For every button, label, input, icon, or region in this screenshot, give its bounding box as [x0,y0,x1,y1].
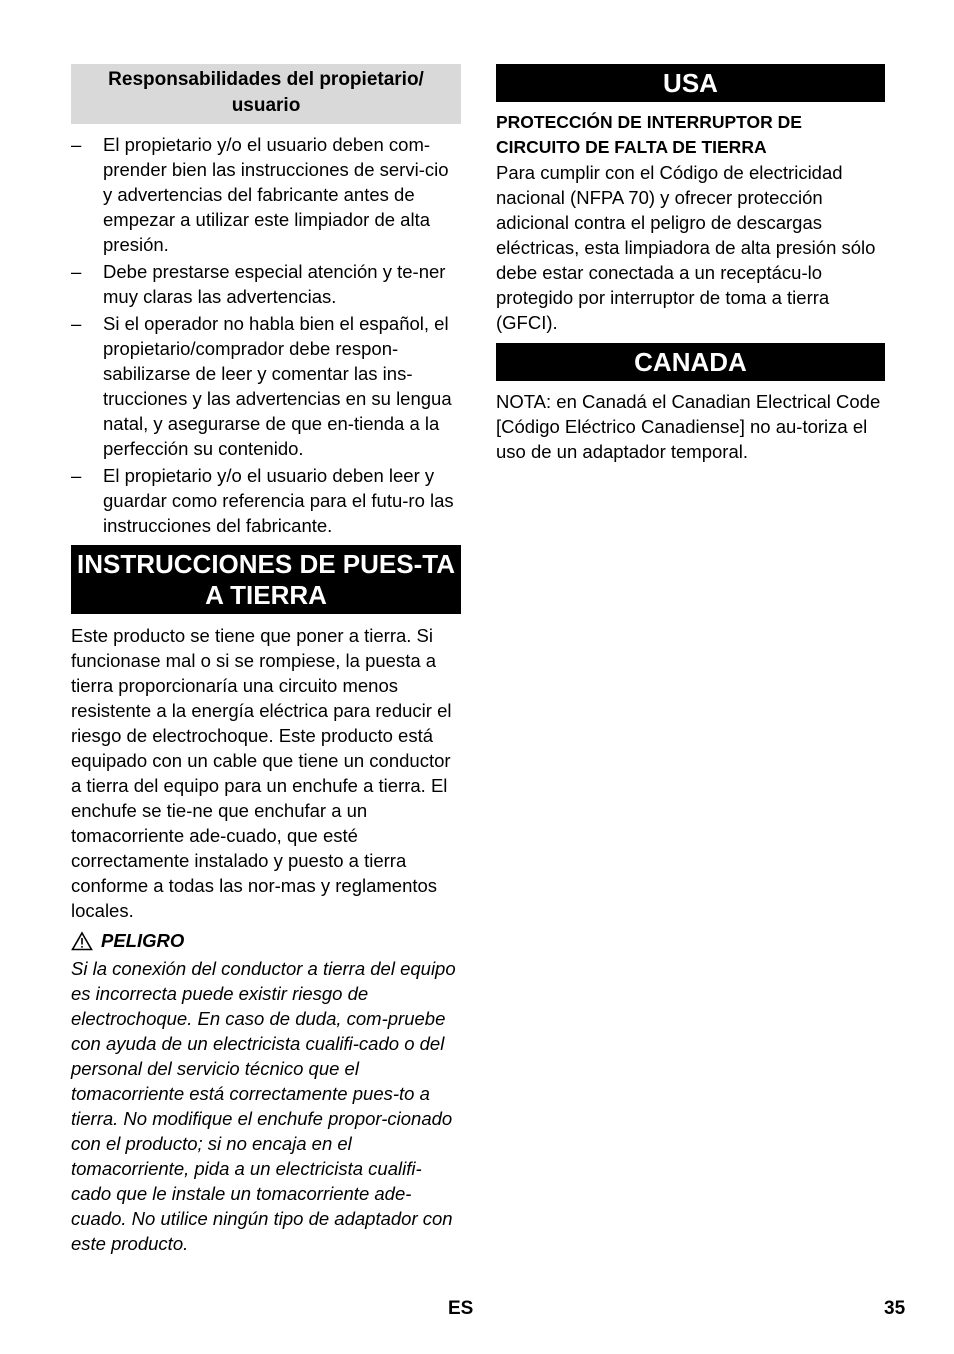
page-number: 35 [884,1298,906,1319]
gfci-paragraph: Para cumplir con el Código de electricidad nacional (NFPA 70) y ofrecer protección adicional contra el peligro de descargas eléctricas, esta limpiadora de alta presión sólo debe estar conectada a un receptácu-lo protegido por interruptor de toma a tierra (GFCI). [496,162,876,333]
list-item [71,132,461,257]
footer-language: ES [448,1298,474,1319]
danger-notice [71,928,461,953]
list-item [71,311,461,461]
owner-responsibilities-heading: Responsabilidades del propietario/ usuario [71,64,461,124]
left-column [71,64,461,1256]
list-item-text: El propietario y/o el usuario deben com-prender bien las instrucciones de servi-cio y advertencias del fabricante antes de empezar a utilizar este limpiador de alta presión. [103,134,449,255]
danger-label: PELIGRO [101,930,185,951]
dash-bullet: – [71,261,82,282]
owner-responsibilities-list [71,132,461,538]
list-item-text: Debe prestarse especial atención y te-ner muy claras las advertencias. [103,261,446,307]
grounding-instructions-heading: INSTRUCCIONES DE PUES-TA A TIERRA [71,545,461,614]
list-item [71,259,461,309]
list-item-text: Si el operador no habla bien el español, el propietario/comprador debe respon-sabilizarse de leer y comentar las ins-trucciones y las advertencias en su lengua natal, y asegurarse de que en-tienda a la perfección su contenido. [103,313,452,459]
canada-paragraph: NOTA: en Canadá el Canadian Electrical Code [Código Eléctrico Canadiense] no au-toriza el uso de un adaptador temporal. [496,391,881,462]
right-column [496,64,885,464]
list-item [71,463,461,538]
dash-bullet: – [71,134,82,155]
dash-bullet: – [71,313,82,334]
list-item-text: El propietario y/o el usuario deben leer y guardar como referencia para el futu-ro las instrucciones del fabricante. [103,465,454,536]
canada-heading: CANADA [496,343,885,381]
usa-heading: USA [496,64,885,102]
danger-paragraph: Si la conexión del conductor a tierra del equipo es incorrecta puede existir riesgo de electrochoque. En caso de duda, com-pruebe con ayuda de un electricista cualifi-cado o del personal del servicio técnico que el tomacorriente está correctamente pues-to a tierra. No modifique el enchufe propor-cionado con el producto; si no encaja en el tomacorriente, pida a un electricista cualifi-cado que le instale un tomacorriente ade-cuado. No utilice ningún tipo de adaptador con este producto. [71,958,456,1254]
warning-triangle-icon [71,931,93,951]
grounding-paragraph: Este producto se tiene que poner a tierra. Si funcionase mal o si se rompiese, la puesta a tierra proporcionaría una circuito menos resistente a la energía eléctrica para reducir el riesgo de electrochoque. Este producto está equipado con un cable que tiene un conductor a tierra del equipo para un enchufe a tierra. El enchufe se tie-ne que enchufar a un tomacorriente ade-cuado, que esté correctamente instalado y puesto a tierra conforme a todas las nor-mas y reglamentos locales. [71,625,452,921]
gfci-subheading: PROTECCIÓN DE INTERRUPTOR DE CIRCUITO DE FALTA DE TIERRA [496,112,802,157]
dash-bullet: – [71,465,82,486]
